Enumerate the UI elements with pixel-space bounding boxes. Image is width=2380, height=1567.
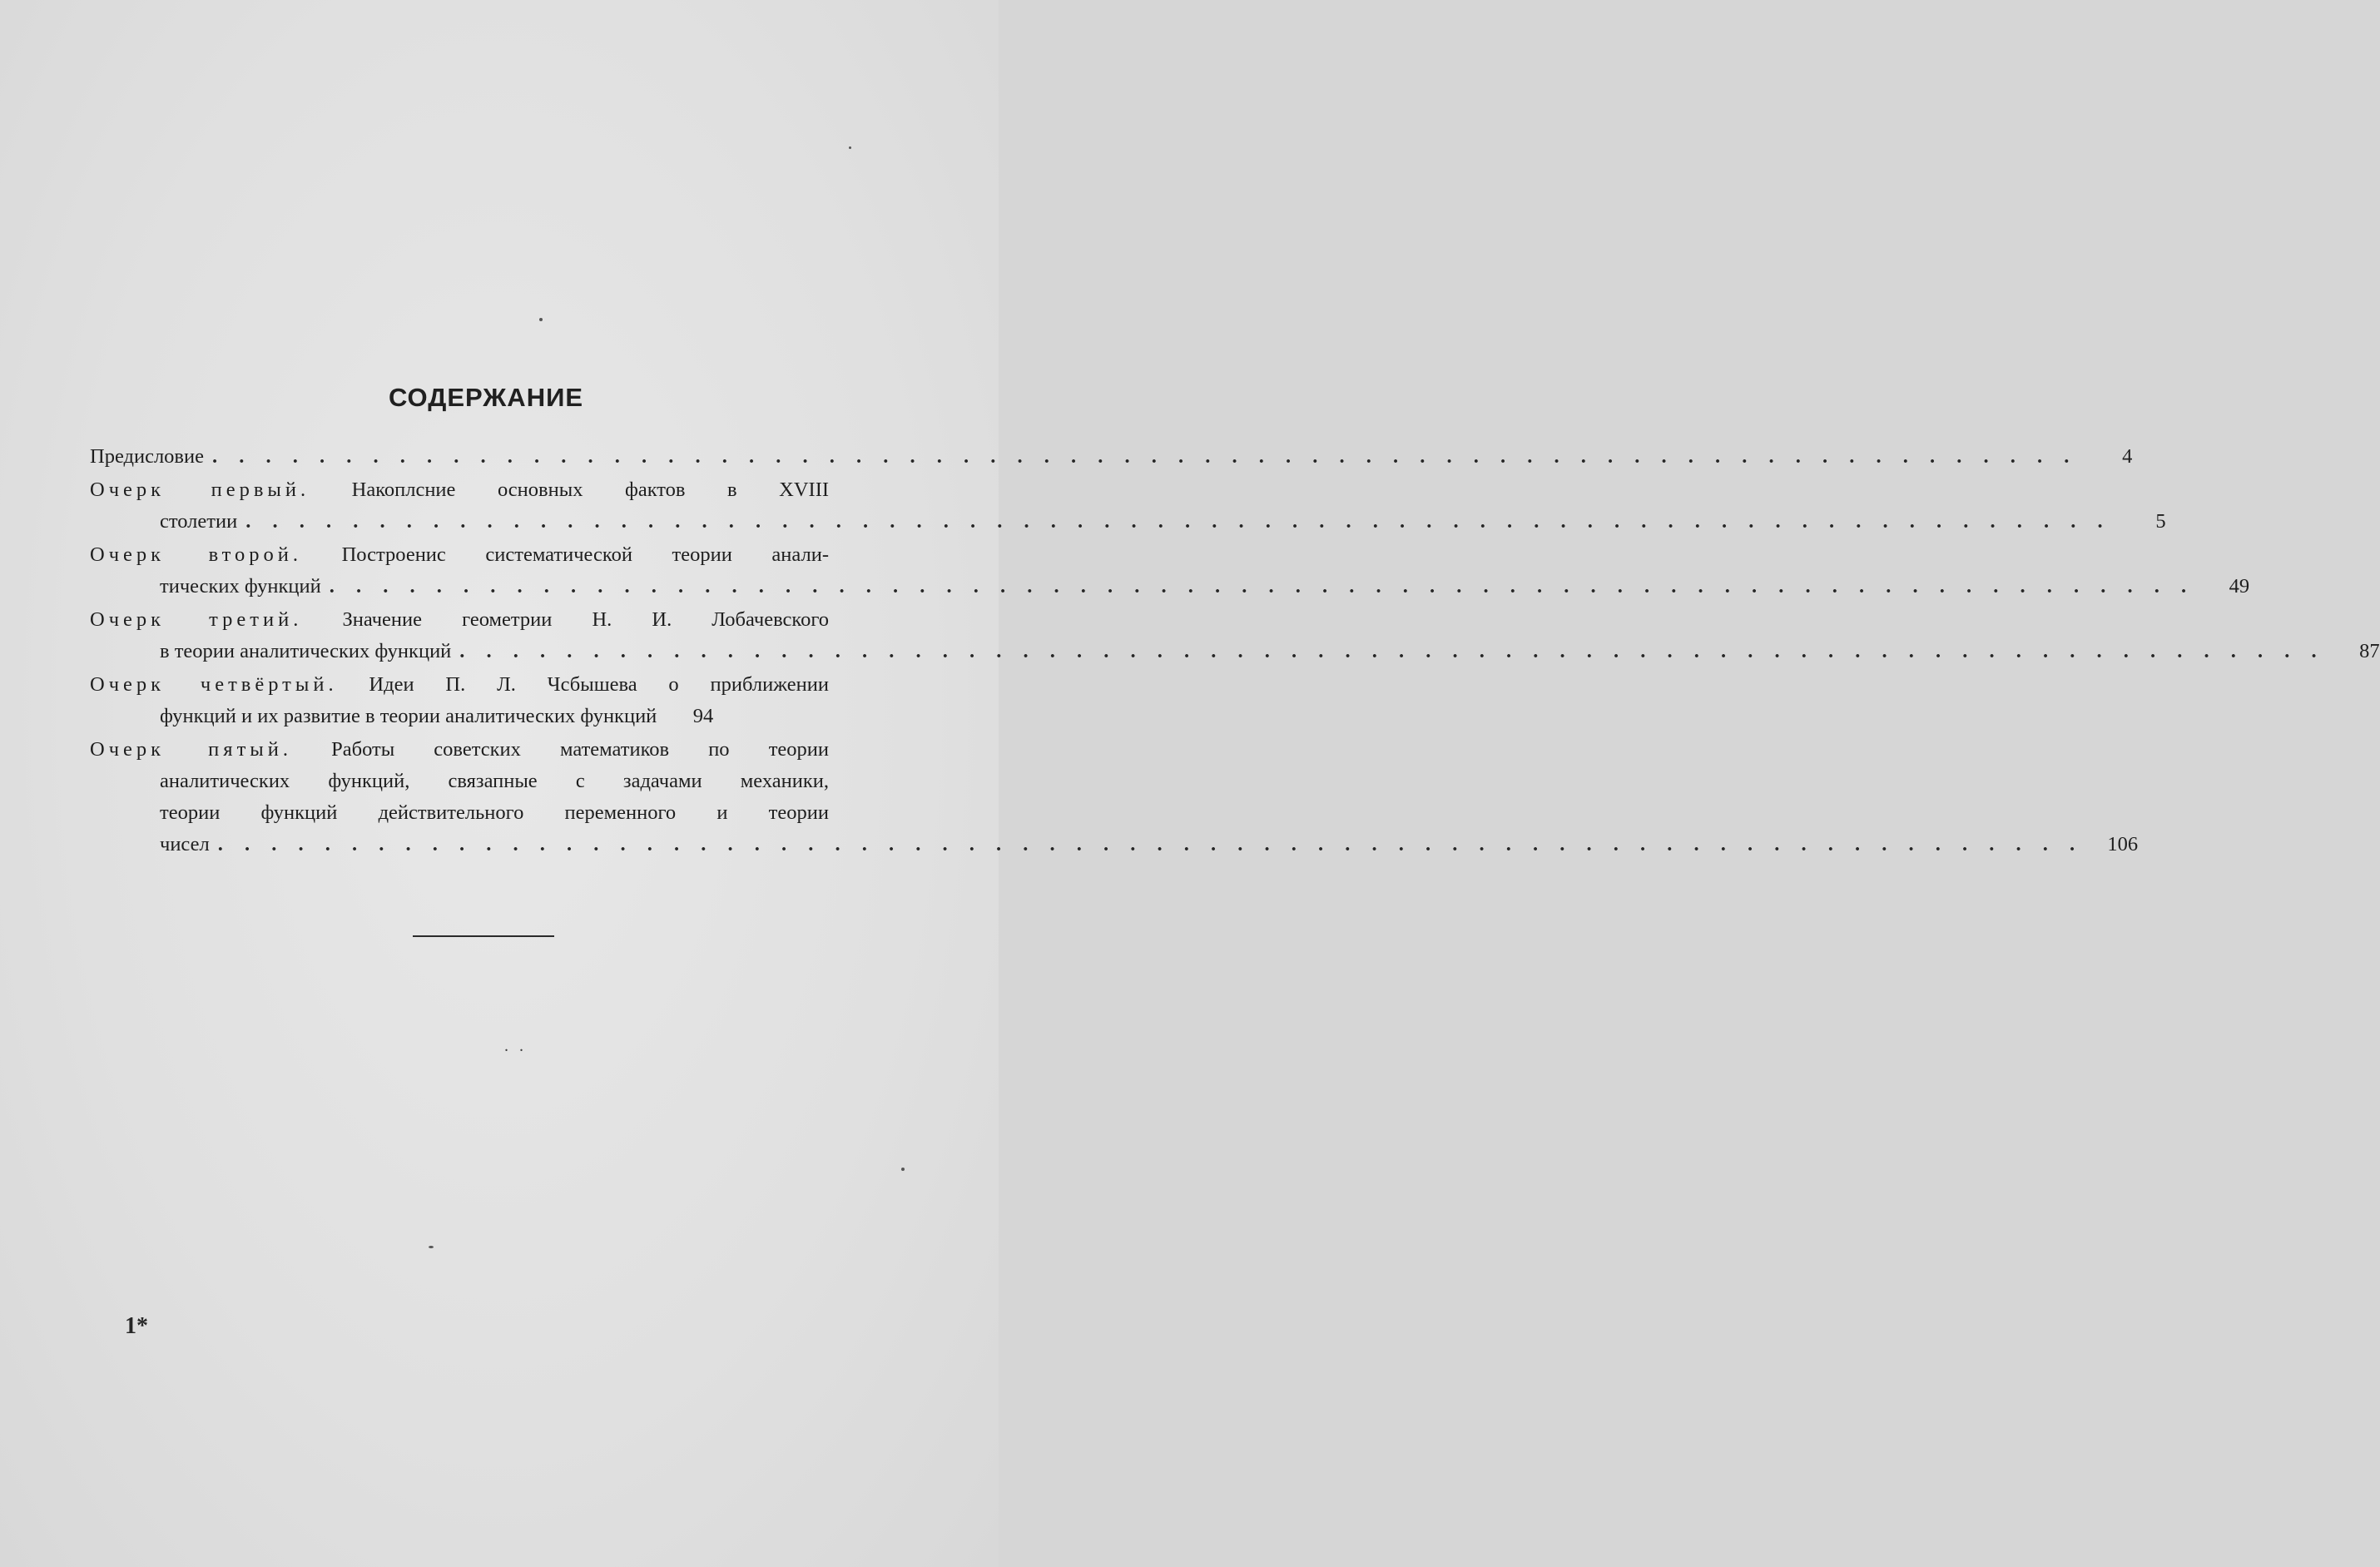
toc-line: аналитических функций, связапные с задачами механики, xyxy=(160,770,829,792)
toc-line: теории функций действительного переменного и теории xyxy=(160,801,829,824)
essay-label: Очерк третий. xyxy=(90,608,303,631)
essay-label: Очерк первый. xyxy=(90,479,310,501)
toc-line xyxy=(90,604,829,636)
toc-line xyxy=(90,669,829,701)
toc-entry-essay-3 xyxy=(90,604,2380,667)
toc-entry-title: Работы советских математиков по теории xyxy=(291,738,829,761)
page-title: СОДЕРЖАНИЕ xyxy=(388,383,584,412)
toc-entry-essay-5 xyxy=(90,734,2139,860)
print-speck xyxy=(429,1246,434,1248)
print-speck xyxy=(849,146,851,149)
toc-entry-title: Построенис систематической теории анали- xyxy=(301,543,829,566)
dot-leader: . . . . . . . . . . . . . . . . . . . . . . . . . . . . . . . . . . . . . . . . . . . . . . . . . . . . . . . . . . . . . . . . . . . . . . xyxy=(245,510,2111,533)
page-number: 94 xyxy=(692,705,714,727)
toc-line xyxy=(90,636,2380,667)
toc-entry-title-continued: столетии xyxy=(160,510,238,533)
page-number: 49 xyxy=(2229,575,2250,598)
toc-line xyxy=(90,474,829,506)
toc-line xyxy=(90,441,2133,473)
page-number: 5 xyxy=(2155,510,2166,533)
toc-entry-essay-2 xyxy=(90,539,2250,603)
toc-entry-title-continued: функций и их развитие в теории аналитических функций xyxy=(160,705,657,727)
toc-line xyxy=(90,539,829,571)
toc-line xyxy=(90,829,2139,860)
essay-label: Очерк пятый. xyxy=(90,738,292,761)
toc-entry-title: Предисловие xyxy=(90,445,204,468)
page-number: 87 xyxy=(2359,640,2380,662)
print-speckle: . . xyxy=(504,1037,527,1055)
toc-entry-title-continued: тических функций xyxy=(160,575,321,598)
toc-entry-preface xyxy=(90,441,2133,473)
dot-leader: . . . . . . . . . . . . . . . . . . . . . . . . . . . . . . . . . . . . . . . . . . . . . . . . . . . . . . . . . . . . . . . . . . . . . . xyxy=(459,640,2325,662)
essay-label: Очерк второй. xyxy=(90,543,302,566)
toc-entry-title: Накоплсние основных фактов в XVIII xyxy=(310,479,830,501)
toc-line xyxy=(90,701,880,732)
signature-mark: 1* xyxy=(125,1313,148,1339)
toc-line xyxy=(90,734,829,766)
page-number: 4 xyxy=(2122,445,2133,468)
toc-entry-title: Значение геометрии Н. И. Лобачевского xyxy=(302,608,830,631)
dot-leader: . . . . . . . . . . . . . . . . . . . . . . . . . . . . . . . . . . . . . . . . . . . . . . . . . . . . . . . . . . . . . . . . . . . . . . xyxy=(329,575,2195,598)
toc-entry-title-continued: в теории аналитических функций xyxy=(160,640,452,662)
table-of-contents xyxy=(90,441,2380,862)
toc-entry-essay-4 xyxy=(90,669,880,732)
print-speck xyxy=(901,1168,905,1171)
essay-label: Очерк четвёртый. xyxy=(90,673,338,696)
toc-entry-title: Идеи П. Л. Чсбышева о приближении xyxy=(337,673,829,696)
toc-line xyxy=(90,571,2250,603)
section-divider xyxy=(413,935,554,937)
toc-entry-essay-1 xyxy=(90,474,2166,538)
toc-line xyxy=(90,506,2166,538)
print-speck xyxy=(539,318,543,321)
page-number: 106 xyxy=(2107,833,2139,855)
dot-leader: . . . . . . . . . . . . . . . . . . . . . . . . . . . . . . . . . . . . . . . . . . . . . . . . . . . . . . . . . . . . . . . . . . . . . . xyxy=(217,833,2084,855)
toc-entry-title-continued: чисел xyxy=(160,833,210,855)
dot-leader: . . . . . . . . . . . . . . . . . . . . . . . . . . . . . . . . . . . . . . . . . . . . . . . . . . . . . . . . . . . . . . . . . . . . . . xyxy=(211,445,2078,468)
